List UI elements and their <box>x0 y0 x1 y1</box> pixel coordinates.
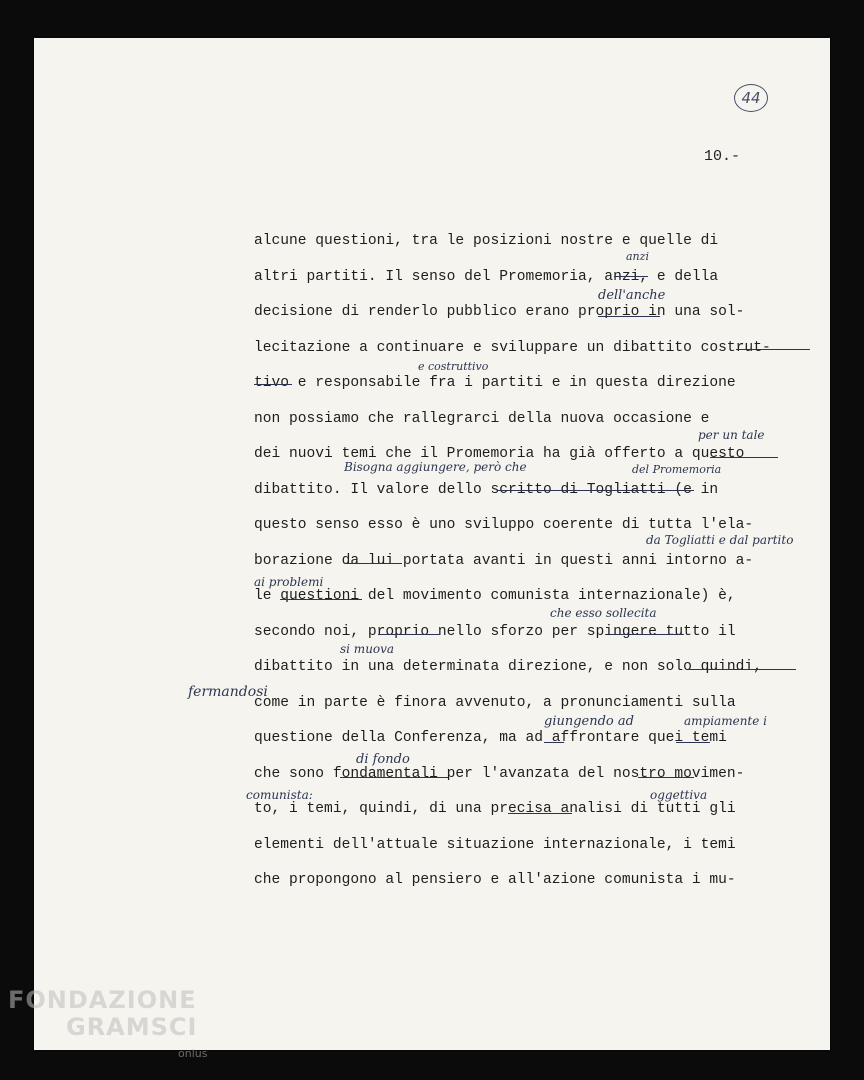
typed-line-4: lecitazione a continuare e sviluppare un dibattito costrut- <box>254 339 771 356</box>
note-bisogna: Bisogna aggiungere, però che <box>344 460 527 474</box>
note-dell-anche: dell'anche <box>598 288 666 303</box>
note-comunista: comunista: <box>246 788 313 802</box>
strike-nostro <box>638 777 694 778</box>
strike-quei <box>676 742 710 743</box>
typed-line-8: dibattito. Il valore dello scritto di Togliatti (e in <box>254 481 719 498</box>
strike-fondamentali <box>340 777 448 778</box>
strike-ad <box>544 742 564 743</box>
page-number: 10.- <box>704 148 741 165</box>
typed-line-6: non possiamo che rallegrarci della nuova occasione e <box>254 410 710 427</box>
strike-da-lui <box>346 563 402 564</box>
strike-tivo <box>254 384 292 385</box>
note-giungendo-ad: giungendo ad <box>544 714 634 729</box>
typed-line-16: che sono fondamentali per l'avanzata del nostro movimen- <box>254 765 745 782</box>
typed-line-11: le questioni del movimento comunista internazionale) è, <box>254 588 736 604</box>
typed-line-1: alcune questioni, tra le posizioni nostre e quelle di <box>254 233 719 249</box>
strike-proprio <box>598 316 660 317</box>
typed-text-block <box>254 230 771 905</box>
typed-line-10: borazione da lui portata avanti in questi anni intorno a- <box>254 552 754 569</box>
note-si-muova: si muova <box>340 642 395 656</box>
watermark-line-2: GRAMSCI <box>66 1013 198 1041</box>
typed-line-2: altri partiti. Il senso del Promemoria, anzi, e della <box>254 268 719 285</box>
note-del-promemoria: del Promemoria <box>632 463 722 476</box>
typed-line-19: che propongono al pensiero e all'azione comunista i mu- <box>254 872 736 888</box>
note-fermandosi: fermandosi <box>188 684 268 700</box>
typed-line-14: come in parte è finora avvenuto, a pronunciamenti sulla <box>254 694 736 711</box>
watermark-suffix: onlus <box>178 1047 208 1060</box>
watermark-line-1: FONDAZIONE <box>8 986 197 1014</box>
typed-line-7: dei nuovi temi che il Promemoria ha già offerto a questo <box>254 446 745 462</box>
typed-line-3: decisione di renderlo pubblico erano proprio in una sol- <box>254 304 745 320</box>
typed-line-13: dibattito in una determinata direzione, e non solo quindi, <box>254 659 762 675</box>
typed-line-17: to, i temi, quindi, di una precisa analisi di tutti gli <box>254 801 736 817</box>
note-ampiamente: ampiamente i <box>684 714 767 728</box>
note-che-esso-sollecita: che esso sollecita <box>550 606 657 620</box>
note-e-costruttivo: e costruttivo <box>418 360 489 373</box>
note-di-fondo: di fondo <box>356 752 410 767</box>
strike-proprio-2 <box>378 634 440 635</box>
typed-line-18: elementi dell'attuale situazione internazionale, i temi <box>254 836 736 853</box>
note-oggettiva: oggettiva <box>650 788 708 802</box>
strike-scritto-di-togliatti <box>498 490 694 491</box>
strike-questo <box>710 457 778 458</box>
strike-solo-quindi <box>688 669 796 670</box>
strike-precisa <box>508 813 572 814</box>
note-anzi: anzi <box>626 250 649 263</box>
note-per-un-tale: per un tale <box>698 428 765 442</box>
strike-spingere <box>610 634 684 635</box>
circled-page-number: 44 <box>734 84 768 112</box>
strike-questioni <box>280 599 362 600</box>
strike-anzi <box>614 276 648 277</box>
typed-line-12: secondo noi, proprio nello sforzo per spingere tutto il <box>254 623 736 640</box>
note-ai-problemi: ai problemi <box>254 575 324 589</box>
typed-line-15: questione della Conferenza, ma ad affrontare quei temi <box>254 730 727 746</box>
typed-line-9: questo senso esso è uno sviluppo coerente di tutta l'ela- <box>254 517 754 533</box>
fondazione-gramsci-watermark <box>8 986 197 1040</box>
note-da-togliatti: da Togliatti e dal partito <box>646 533 794 547</box>
strike-costrut <box>736 349 810 350</box>
typed-line-5: tivo e responsabile fra i partiti e in questa direzione <box>254 375 736 391</box>
